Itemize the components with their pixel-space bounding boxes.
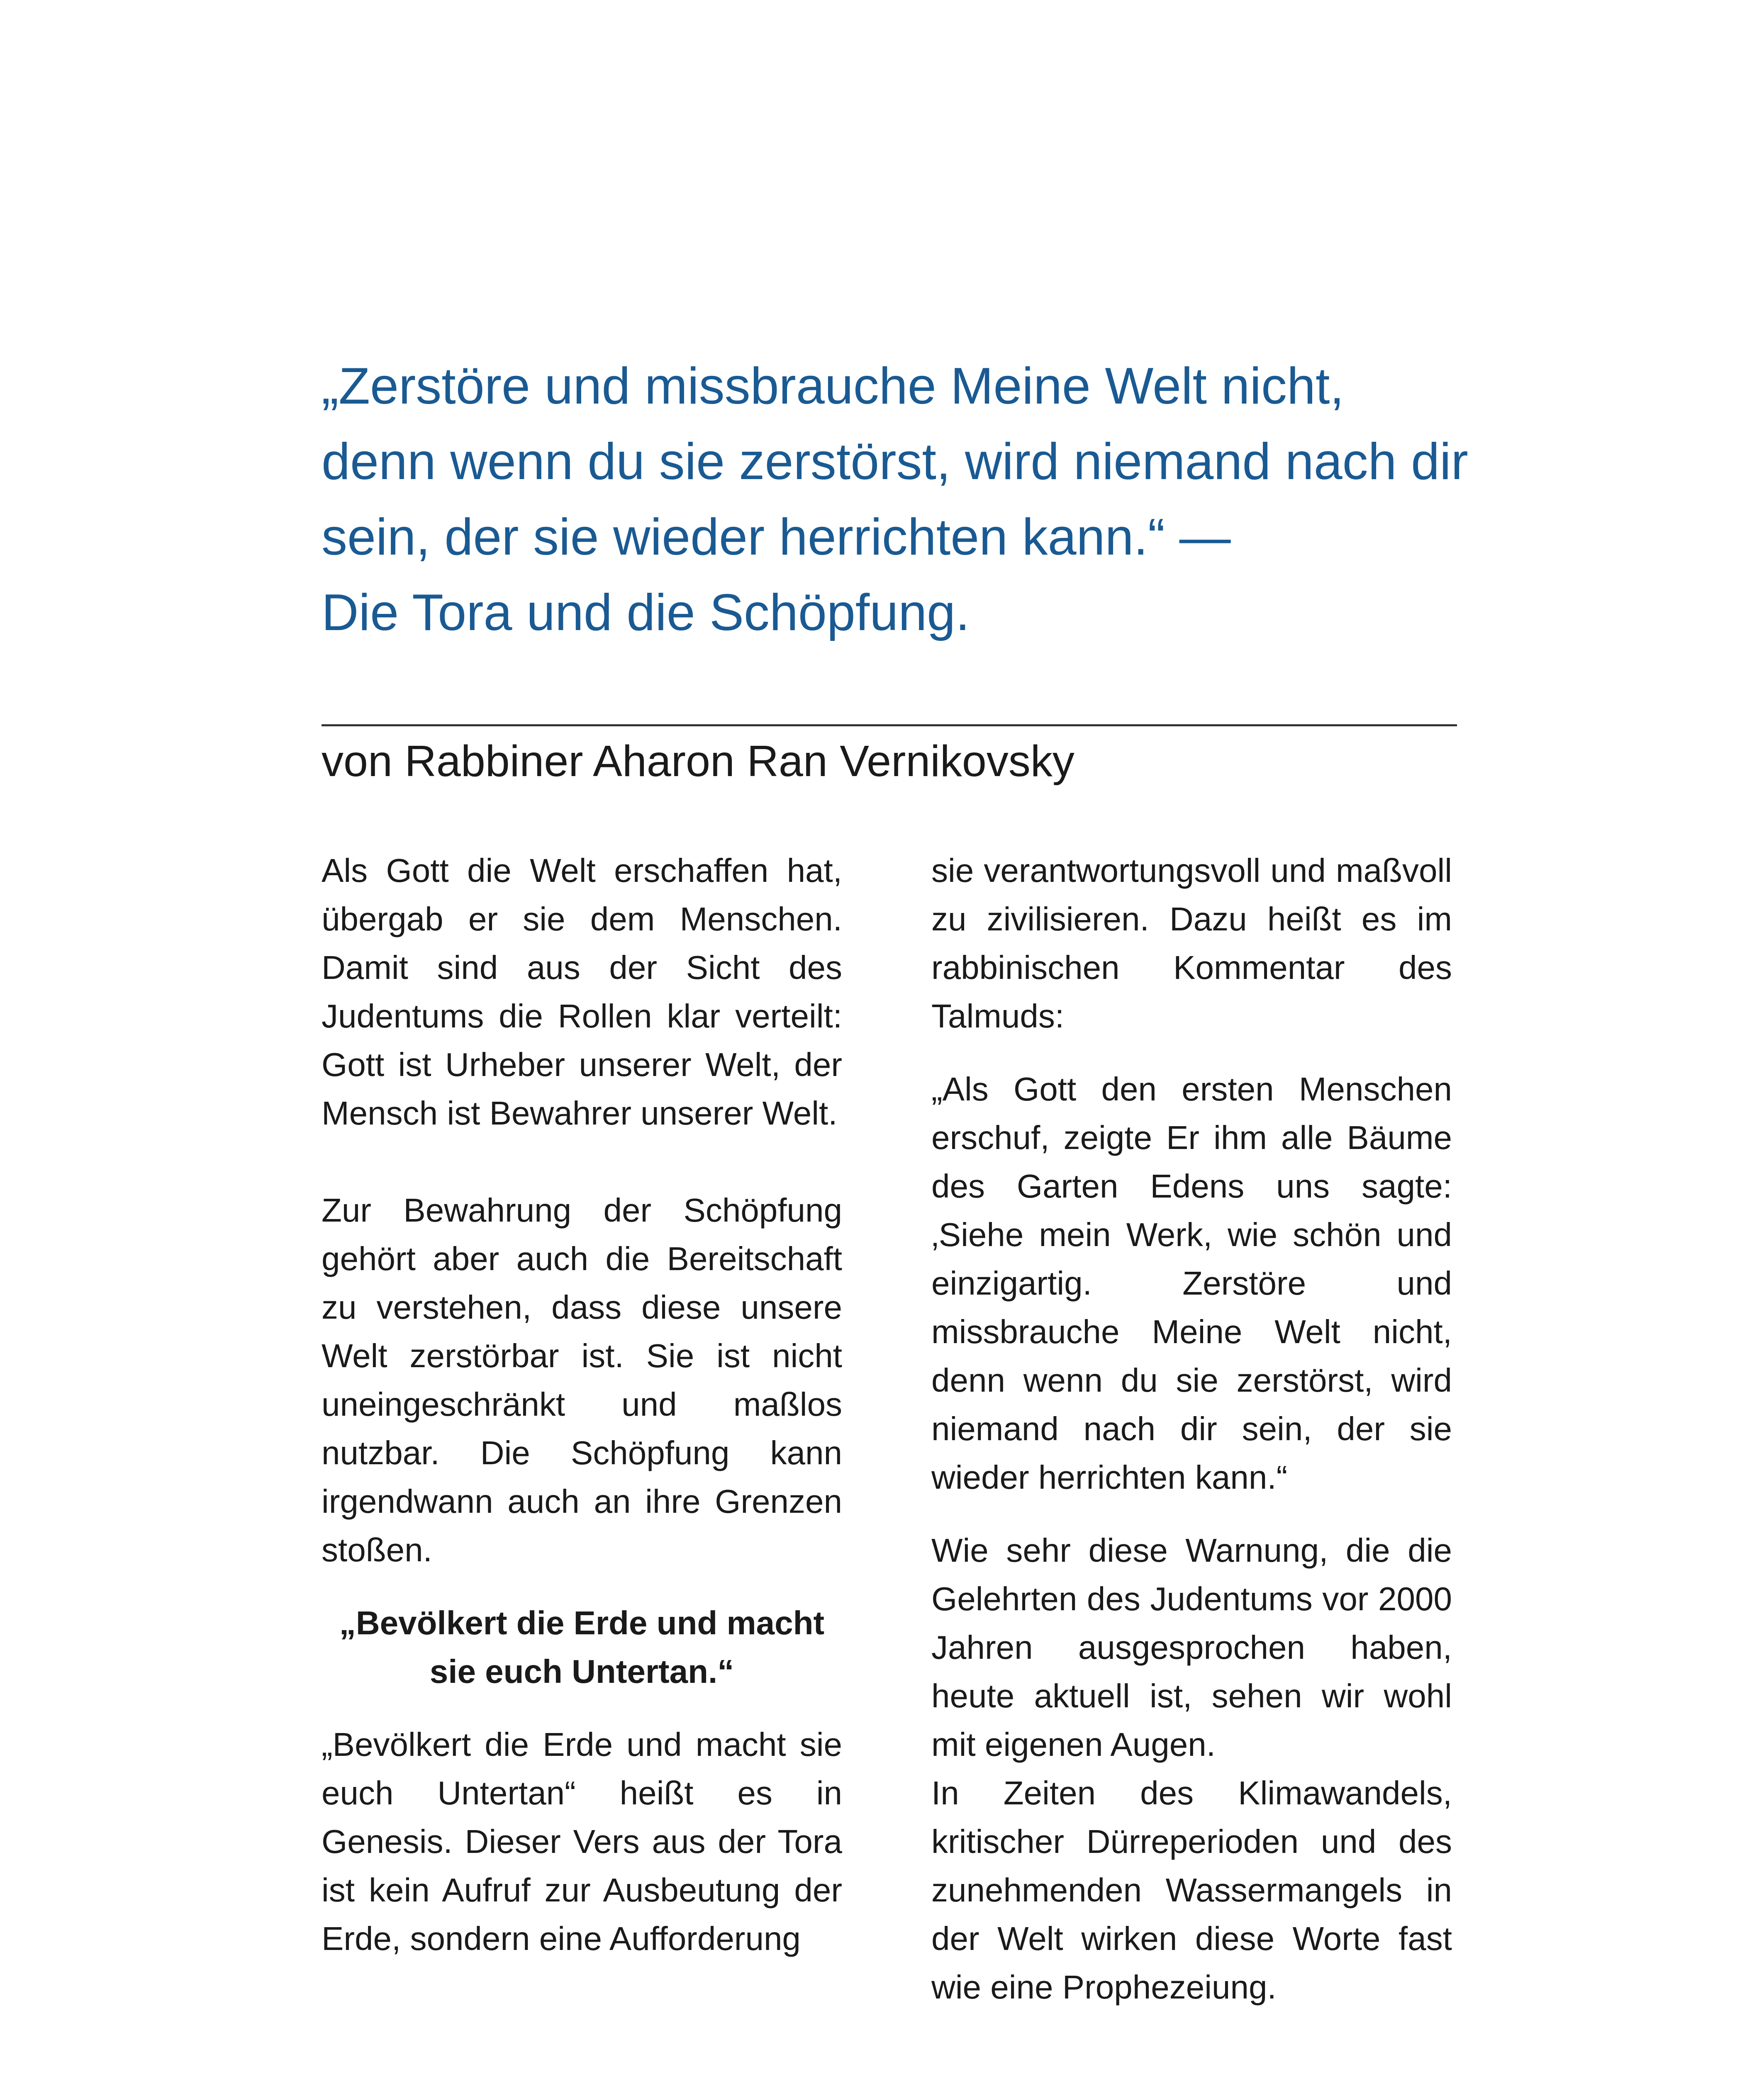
author-byline: von Rabbiner Aharon Ran Vernikovsky xyxy=(322,737,1074,786)
right-paragraph-1: sie verantwortungsvoll und maßvoll zu zivilisieren. Dazu heißt es im rabbinischen Kommentar des Talmuds: xyxy=(931,852,1452,1035)
left-paragraph-1: Als Gott die Welt erschaffen hat, übergab er sie dem Menschen. Damit sind aus der Sicht des Judentums die Rollen klar verteilt: Gott ist Urheber unserer Welt, der Mensch ist Bewahrer unserer Welt. xyxy=(322,852,842,1132)
title-line-4: Die Tora und die Schöpfung. xyxy=(322,584,970,641)
right-paragraph-3: Wie sehr diese Warnung, die die Gelehrten des Judentums vor 2000 Jahren ausgesprochen haben, heute aktuell ist, sehen wir wohl mit eigenen Augen. xyxy=(931,1532,1452,1763)
title-divider xyxy=(322,724,1457,726)
right-column xyxy=(931,846,1452,2011)
right-paragraph-4: In Zeiten des Klimawandels, kritischer Dürreperioden und des zunehmenden Wassermangels in der Welt wirken diese Worte fast wie eine Prophezeiung. xyxy=(931,1775,1452,2006)
section-subheading: „Bevölkert die Erde und macht sie euch Untertan.“ xyxy=(339,1604,825,1690)
article-title xyxy=(322,348,1467,650)
left-paragraph-2: Zur Bewahrung der Schöpfung gehört aber auch die Bereitschaft zu verstehen, dass diese unsere Welt zerstörbar ist. Sie ist nicht uneingeschränkt und maßlos nutzbar. Die Schöpfung kann irgendwann auch an ihre Grenzen stoßen. xyxy=(322,1192,842,1568)
left-paragraph-3: „Bevölkert die Erde und macht sie euch Untertan“ heißt es in Genesis. Dieser Vers aus der Tora ist kein Aufruf zur Ausbeutung der Erde, sondern eine Aufforderung xyxy=(322,1726,842,1957)
right-paragraph-2: „Als Gott den ersten Menschen erschuf, zeigte Er ihm alle Bäume des Garten Edens uns sagte: ‚Siehe mein Werk, wie schön und einzigartig. Zerstöre und missbrauche Meine Welt nicht, denn wenn du sie zerstörst, wird niemand nach dir sein, der sie wieder herrichten kann.“ xyxy=(931,1071,1452,1496)
left-column xyxy=(322,846,842,1963)
title-line-1: „Zerstöre und missbrauche Meine Welt nicht, xyxy=(322,358,1344,415)
title-line-3: sein, der sie wieder herrichten kann.“ — xyxy=(322,509,1231,566)
title-line-2: denn wenn du sie zerstörst, wird niemand nach dir xyxy=(322,433,1468,490)
